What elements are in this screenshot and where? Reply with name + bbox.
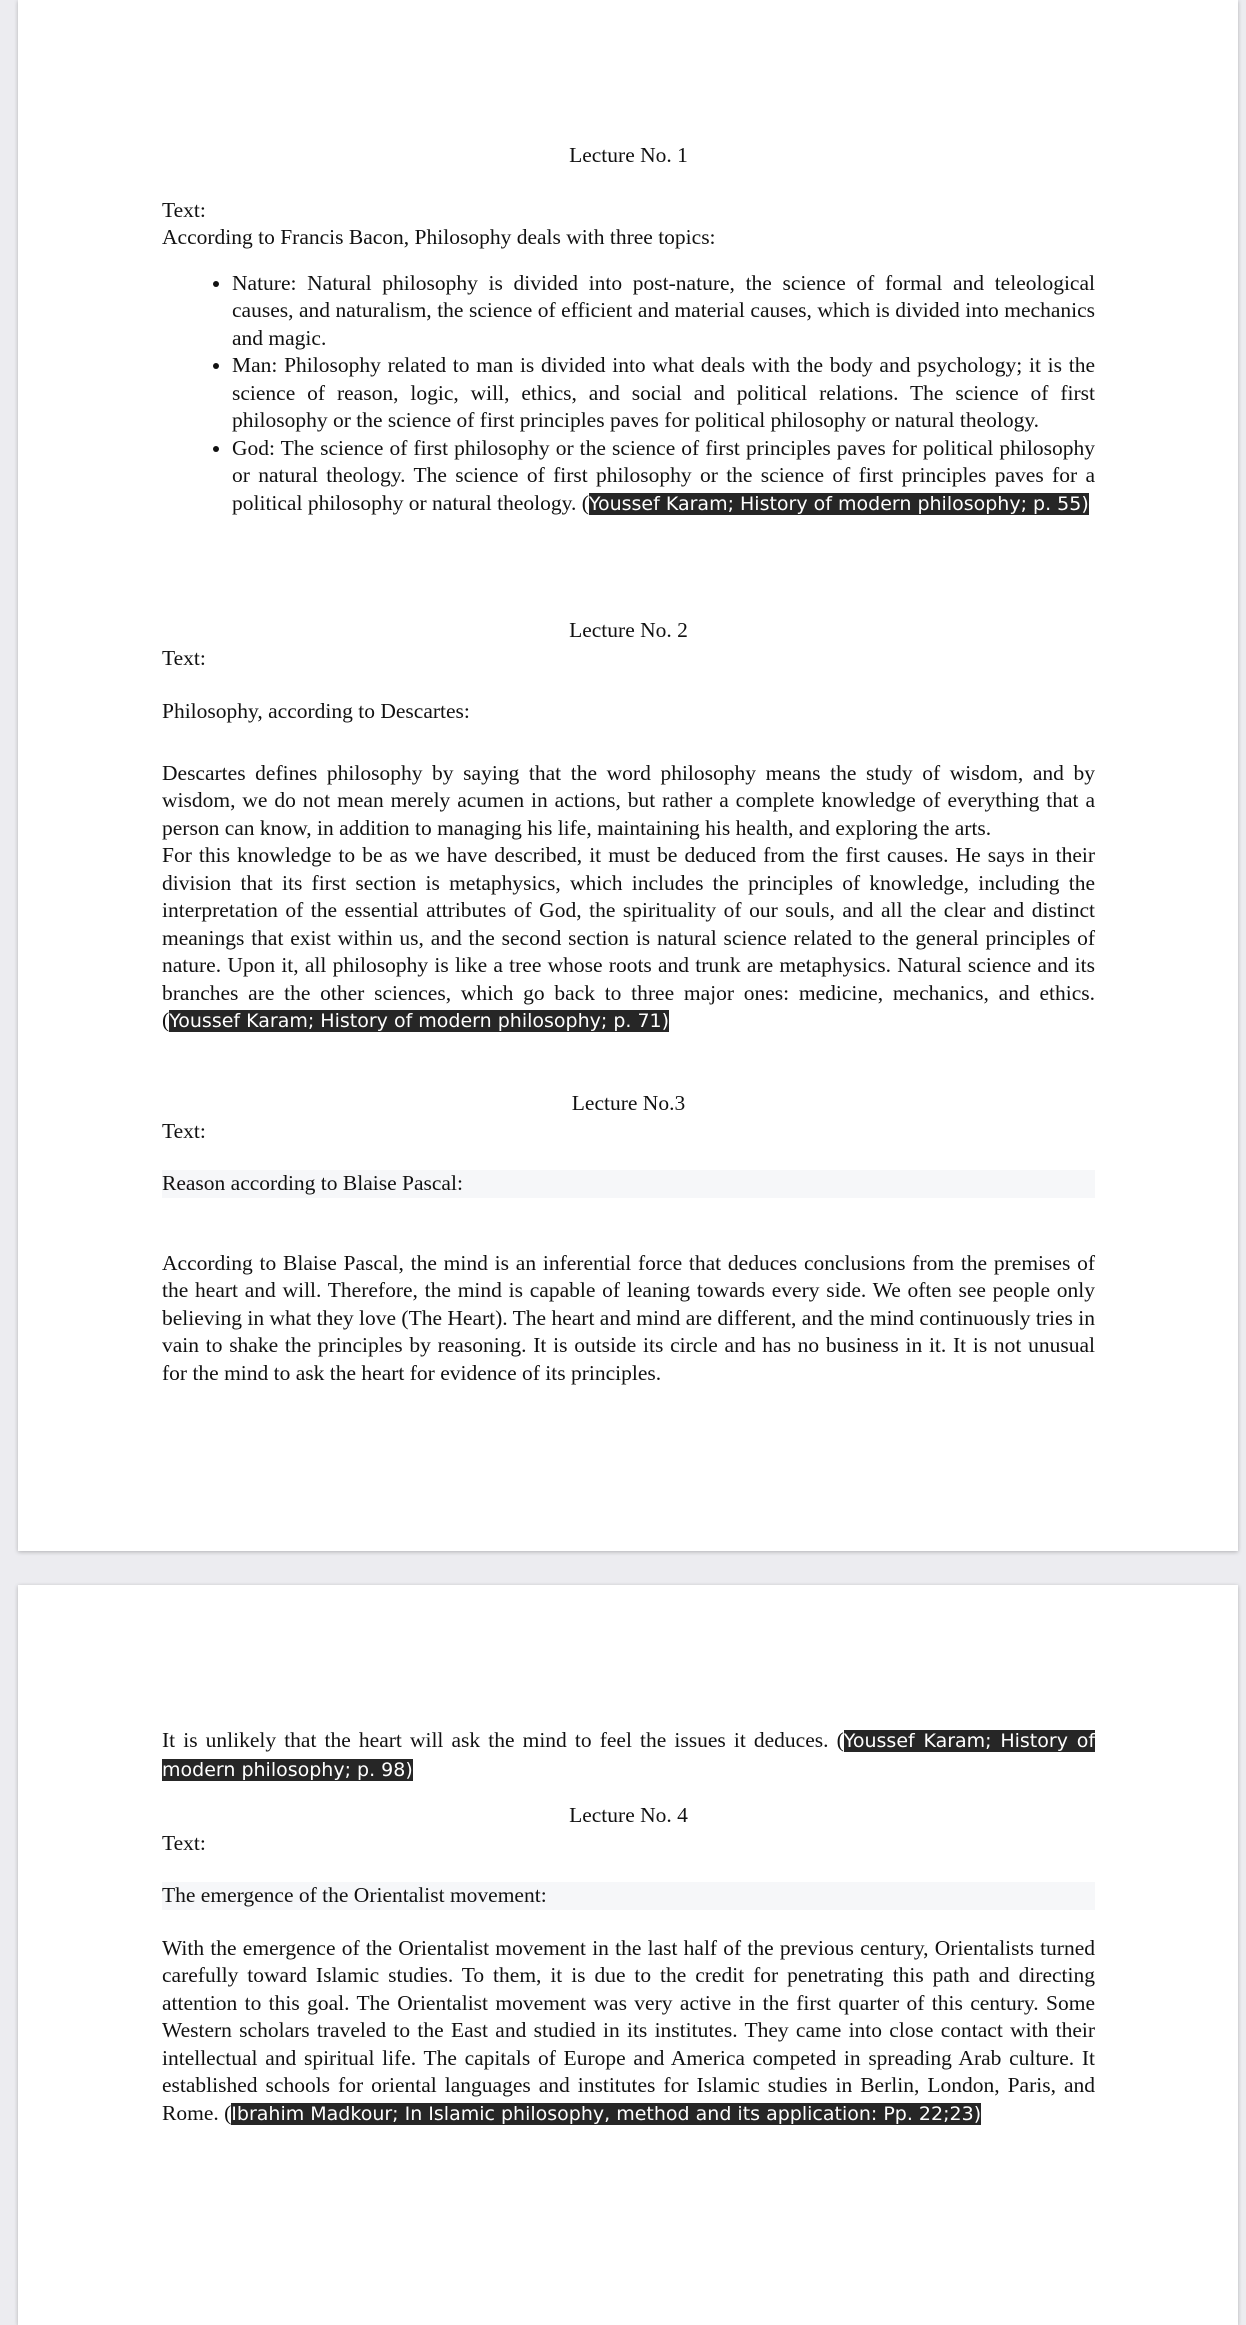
- lecture-3-subtitle: Reason according to Blaise Pascal:: [162, 1170, 1095, 1198]
- list-item-text: Man: Philosophy related to man is divided into what deals with the body and psychology; it is the science of reason, logic, will, ethics, and social and political relations. The science of first philosophy or the science of first principles paves for political philosophy or natural theology.: [232, 353, 1095, 432]
- lecture-1-intro: According to Francis Bacon, Philosophy deals with three topics:: [162, 225, 716, 249]
- lecture-1-heading: Lecture No. 1: [569, 143, 688, 167]
- list-item-text: Nature: Natural philosophy is divided into post-nature, the science of formal and teleological causes, and naturalism, the science of efficient and material causes, which is divided into mechanics and magic.: [232, 270, 1095, 350]
- list-item-god: [232, 435, 1095, 519]
- lecture-3-paragraph: According to Blaise Pascal, the mind is an inferential force that deduces conclusions from the premises of the heart and will. Therefore, the mind is capable of leaning towards every side. We often see people only believing in what they love (The Heart). The heart and mind are different, and the mind continuously tries in vain to shake the principles by reasoning. It is outside its circle and has no business in it. It is not unusual for the mind to ask the heart for evidence of its principles.: [162, 1250, 1095, 1385]
- list-item-text: God: The science of first philosophy or the science of first principles paves for political philosophy or natural theology. The science of first philosophy or the science of first principles paves for a political philosophy or natural theology. (: [232, 435, 1095, 515]
- lecture-4-subtitle: The emergence of the Orientalist movement:: [162, 1882, 1095, 1910]
- lecture-1-section: [162, 142, 1095, 518]
- list-item-man: [232, 352, 1095, 435]
- lecture-2-paragraph-2: [162, 842, 1095, 1036]
- lecture-1-topic-list: [162, 270, 1095, 519]
- paragraph-text: It is unlikely that the heart will ask the mind to feel the issues it deduces. (: [162, 1728, 844, 1752]
- lecture-3-text-label: Text:: [162, 1118, 206, 1143]
- lecture-4-paragraph: [162, 1935, 1095, 2129]
- citation-highlight: Youssef Karam; History of modern philosophy; p. 55): [588, 492, 1089, 515]
- lecture-3-continuation: [162, 1727, 1095, 1784]
- citation-highlight: Ibrahim Madkour; In Islamic philosophy, method and its application: Pp. 22;23): [231, 2102, 982, 2125]
- citation-highlight: Youssef Karam; History of modern philosophy; p. 98): [162, 1730, 1096, 1781]
- lecture-2-text-label: Text:: [162, 645, 206, 670]
- lecture-4-heading: Lecture No. 4: [569, 1803, 688, 1827]
- lecture-3-heading: Lecture No.3: [571, 1091, 686, 1115]
- document-page-1: [18, 0, 1238, 1551]
- lecture-1-text-label: Text:: [162, 197, 206, 222]
- lecture-2-section: [162, 617, 1095, 1036]
- lecture-4-text-label: Text:: [162, 1830, 206, 1855]
- continuation-section: [162, 1727, 1095, 2128]
- list-item-nature: [232, 270, 1095, 353]
- paragraph-text: With the emergence of the Orientalist movement in the last half of the previous century, Orientalists turned carefully toward Islamic studies. To them, it is due to the credit for penetrating this path and directing attention to this goal. The Orientalist movement was very active in the first quarter of this century. Some Western scholars traveled to the East and studied in its institutes. They came into close contact with their intellectual and spiritual life. The capitals of Europe and America competed in spreading Arab culture. It established schools for oriental languages and institutes for Islamic studies in Berlin, London, Paris, and Rome. (: [162, 1935, 1095, 2125]
- lecture-2-paragraph-1: Descartes defines philosophy by saying that the word philosophy means the study of wisdom, and by wisdom, we do not mean merely acumen in actions, but rather a complete knowledge of everything that a person can know, in addition to managing his life, maintaining his health, and exploring the arts.: [162, 760, 1095, 840]
- lecture-2-subtitle: Philosophy, according to Descartes:: [162, 699, 470, 723]
- lecture-2-heading: Lecture No. 2: [569, 618, 688, 642]
- lecture-3-section: [162, 1090, 1095, 1387]
- document-page-2: [18, 1585, 1238, 2325]
- citation-highlight: Youssef Karam; History of modern philosophy; p. 71): [169, 1010, 670, 1032]
- paragraph-text: For this knowledge to be as we have described, it must be deduced from the first causes. He says in their division that its first section is metaphysics, which includes the principles of knowledge, including the interpretation of the essential attributes of God, the spirituality of our souls, and all the clear and distinct meanings that exist within us, and the second section is natural science related to the general principles of nature. Upon it, all philosophy is like a tree whose roots and trunk are metaphysics. Natural science and its branches are the other sciences, which go back to three major ones: medicine, mechanics, and ethics. (: [162, 843, 1095, 1032]
